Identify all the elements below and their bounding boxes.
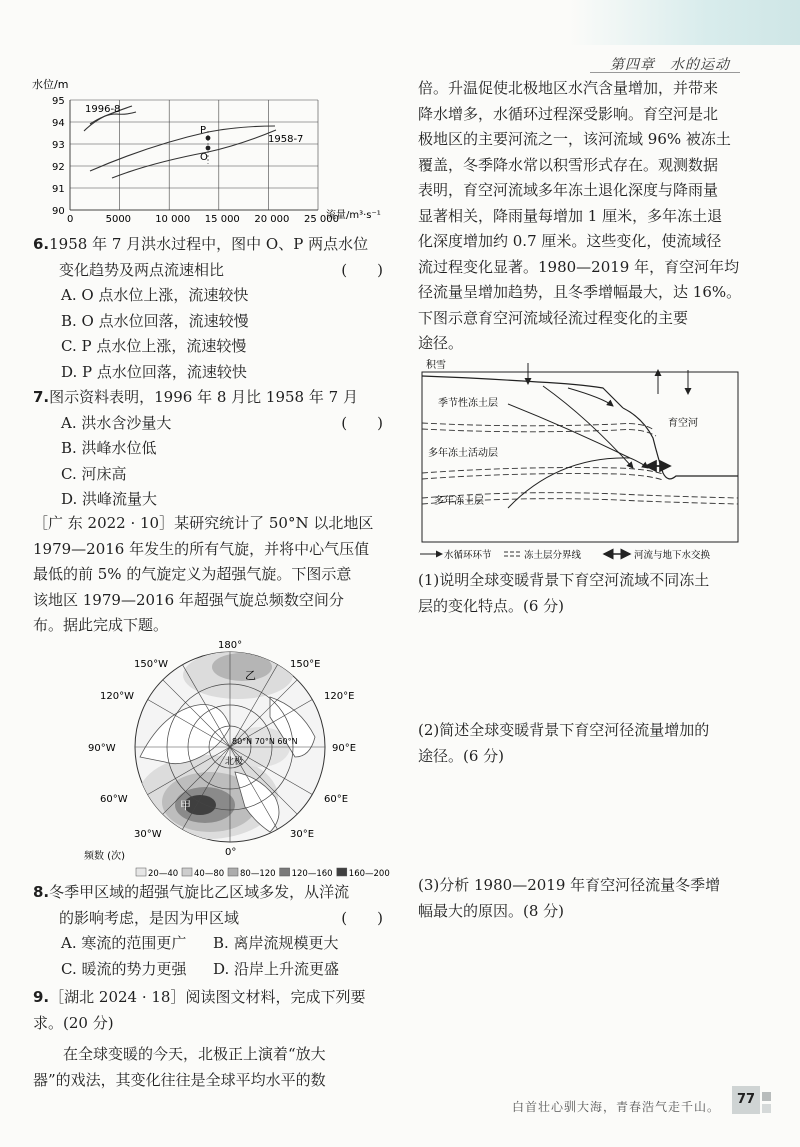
legend-swatch-0 xyxy=(136,868,146,876)
arctic-cyclone-map xyxy=(70,637,390,882)
label-latitude-circles: 80°N 70°N 60°N xyxy=(232,737,298,746)
chapter-title: 第四章 水的运动 xyxy=(610,57,730,73)
question-6 xyxy=(33,232,383,385)
boundary-1 xyxy=(422,423,654,430)
y-tick-label: 95 xyxy=(52,96,65,107)
q8-option-c[interactable]: C. 暖流的势力更强 xyxy=(61,959,187,978)
page-deco-1 xyxy=(762,1092,771,1101)
header-rule xyxy=(590,72,740,73)
stage-discharge-chart xyxy=(30,78,390,233)
series-label-1958-7: 1958-7 xyxy=(268,134,304,145)
q9-number: 9. xyxy=(33,988,50,1006)
material-line-2: 降水增多，水循环过程深受影响。育空河是北 xyxy=(418,104,719,123)
q7-stem: 图示资料表明，1996 年 8 月比 1958 年 7 月 xyxy=(49,388,358,406)
intro-line-4: 该地区 1979—2016 年超强气旋总频数空间分 xyxy=(33,590,344,609)
intro-line-2: 1979—2016 年发生的所有气旋，并将中心气压值 xyxy=(33,539,370,558)
q7-option-a[interactable]: A. 洪水含沙量大 xyxy=(61,413,172,432)
q6-option-d[interactable]: D. P 点水位回落，流速较快 xyxy=(61,362,247,381)
label-yi: 乙 xyxy=(245,669,256,682)
q6-stem-line1: 1958 年 7 月洪水过程中，图中 O、P 两点水位 xyxy=(49,235,369,253)
question-7 xyxy=(33,385,383,513)
material-line-1: 倍。升温促使北极地区水汽含量增加，并带来 xyxy=(418,79,719,97)
label-150e: 150°E xyxy=(290,659,321,670)
y-tick-label: 91 xyxy=(52,184,65,195)
q6-option-b[interactable]: B. O 点水位回落，流速较慢 xyxy=(61,311,249,330)
flow-path-1 xyxy=(543,386,633,468)
material-line-11: 途径。 xyxy=(418,334,464,352)
page-number: 77 xyxy=(732,1086,760,1114)
sub-question-2 xyxy=(418,718,763,769)
q6-option-c[interactable]: C. P 点水位上涨，流速较慢 xyxy=(61,337,247,355)
subq1-line2: 层的变化特点。(6 分) xyxy=(418,596,565,615)
y-tick-label: 90 xyxy=(52,206,65,217)
legend-title: 频数 (次) xyxy=(84,851,125,862)
label-120e: 120°E xyxy=(324,691,355,702)
legend-label-2: 80—120 xyxy=(240,869,276,879)
y-tick-label: 92 xyxy=(52,162,65,173)
page-deco-2 xyxy=(762,1104,771,1113)
legend-label-1: 40—80 xyxy=(194,869,225,879)
q8-stem-line2: 的影响考虑，是因为甲区域 xyxy=(59,908,240,927)
label-90e: 90°E xyxy=(332,743,357,754)
point-p xyxy=(206,136,211,141)
intro-line-3: 最低的前 5% 的气旋定义为超强气旋。下图示意 xyxy=(33,565,352,583)
legend-swatch-4 xyxy=(337,868,347,876)
question-8 xyxy=(33,880,383,982)
q7-option-d[interactable]: D. 洪峰流量大 xyxy=(61,490,158,508)
subq1-line1: (1)说明全球变暖背景下育空河流域不同冻土 xyxy=(418,571,710,589)
label-30e: 30°E xyxy=(290,829,315,840)
legend-label-4: 160—200 xyxy=(348,869,390,879)
intro-line-1: 某研究统计了 50°N 以北地区 xyxy=(174,514,374,532)
sub-question-1 xyxy=(418,568,763,619)
header-decoration xyxy=(570,0,800,45)
legend-label-0: 20—40 xyxy=(148,869,179,879)
material-line-8: 流过程变化显著。1980—2019 年，育空河年均 xyxy=(418,257,740,276)
q6-option-a[interactable]: A. O 点水位上涨，流速较快 xyxy=(61,286,249,304)
subq2-line2: 途径。(6 分) xyxy=(418,746,505,765)
label-120w: 120°W xyxy=(100,691,134,702)
material-line-10: 下图示意育空河流域径流过程变化的主要 xyxy=(418,308,689,327)
q6-number: 6. xyxy=(33,235,50,253)
q6-stem-line2: 变化趋势及两点流速相比 xyxy=(59,260,225,279)
runoff-pathway-diagram xyxy=(418,358,768,568)
q6-answer-blank[interactable]: ( ) xyxy=(341,260,383,279)
meridians xyxy=(135,652,325,842)
label-north-pole: 北极 xyxy=(225,757,244,767)
series-line-1958-7-upper xyxy=(90,126,275,171)
label-180: 180° xyxy=(218,640,243,651)
y-tick-label: 93 xyxy=(52,140,65,151)
q8-option-d[interactable]: D. 沿岸上升流更盛 xyxy=(213,959,340,978)
diagram-legend xyxy=(420,549,711,561)
label-permafrost: 多年冻土层 xyxy=(434,496,484,507)
chart-ylabel: 水位/m xyxy=(32,78,69,91)
legend-swatch-1 xyxy=(182,868,192,876)
q9-para-line1: 在全球变暖的今天，北极正上演着“放大 xyxy=(63,1045,326,1063)
sub-question-3 xyxy=(418,873,763,924)
q8-option-b[interactable]: B. 离岸流规模更大 xyxy=(213,934,339,952)
intro-line-5: 布。据此完成下题。 xyxy=(33,616,169,634)
label-90w: 90°W xyxy=(88,743,116,754)
material-line-3: 极地区的主要河流之一，该河流域 96% 被冻土 xyxy=(418,130,731,148)
point-o-label: O xyxy=(200,152,208,163)
x-tick-label: 5000 xyxy=(105,214,132,225)
boundary-2 xyxy=(422,468,663,474)
label-snow: 积雪 xyxy=(426,360,446,371)
q9-stem-line1: 阅读图文材料，完成下列要 xyxy=(185,988,366,1006)
x-tick-label: 20 000 xyxy=(254,214,290,225)
chart-xlabel: 流量/m³·s⁻¹ xyxy=(326,210,381,221)
label-active-layer: 多年冻土活动层 xyxy=(428,448,498,459)
q8-option-a[interactable]: A. 寒流的范围更广 xyxy=(61,934,187,952)
y-tick-label: 94 xyxy=(52,118,65,129)
q7-option-b[interactable]: B. 洪峰水位低 xyxy=(61,439,157,457)
frequency-legend xyxy=(136,868,390,879)
subq3-line1: (3)分析 1980—2019 年育空河径流量冬季增 xyxy=(418,876,721,894)
intro-source: ［广 东 2022 · 10］ xyxy=(33,514,175,532)
q8-stem-line1: 冬季甲区域的超强气旋比乙区域多发，从洋流 xyxy=(49,883,350,901)
q7-number: 7. xyxy=(33,388,50,406)
x-tick-label: 25 000 xyxy=(304,214,339,225)
material-line-6: 显著相关，降雨量每增加 1 厘米，多年冻土退 xyxy=(418,206,723,225)
flow-path-4 xyxy=(508,458,630,508)
q8-number: 8. xyxy=(33,883,50,901)
x-tick-label: 0 xyxy=(67,214,74,225)
label-seasonal-frozen: 季节性冻土层 xyxy=(438,398,498,409)
footer-slogan: 白首壮心驯大海，青春浩气走千山。 xyxy=(511,1100,720,1114)
q7-option-c[interactable]: C. 河床高 xyxy=(61,464,127,483)
legend-label-3: 120—160 xyxy=(291,869,333,879)
intro-passage xyxy=(33,511,383,639)
material-line-7: 化深度增加约 0.7 厘米。这些变化，使流域径 xyxy=(418,232,722,250)
q7-answer-blank[interactable]: ( ) xyxy=(341,413,383,432)
x-tick-label: 10 000 xyxy=(155,214,191,225)
series-label-1996-8: 1996-8 xyxy=(85,104,121,115)
legend-cycle-label: 水循环环节 xyxy=(444,550,492,561)
x-tick-label: 15 000 xyxy=(204,214,240,225)
subq3-line2: 幅最大的原因。(8 分) xyxy=(418,901,565,920)
series-line-1958-7-lower xyxy=(112,130,276,178)
label-jia: 甲 xyxy=(180,799,191,812)
question-9 xyxy=(33,985,383,1093)
label-0: 0° xyxy=(225,847,237,858)
material-line-4: 覆盖，冬季降水常以积雪形式存在。观测数据 xyxy=(418,155,719,174)
label-150w: 150°W xyxy=(134,659,168,670)
legend-boundary-label: 冻土层分界线 xyxy=(524,550,582,561)
label-60e: 60°E xyxy=(324,794,349,805)
q9-source: ［湖北 2024 · 18］ xyxy=(49,988,186,1006)
point-o xyxy=(206,146,211,151)
label-60w: 60°W xyxy=(100,794,128,805)
legend-exchange-label: 河流与地下水交换 xyxy=(634,550,711,561)
q9-stem-line2: 求。(20 分) xyxy=(33,1013,114,1032)
legend-swatch-3 xyxy=(280,868,290,876)
q9-para-line2: 器”的戏法，其变化往往是全球平均水平的数 xyxy=(33,1070,326,1089)
label-yukon-river: 育空河 xyxy=(668,418,698,429)
legend-swatch-2 xyxy=(228,868,238,876)
subq2-line1: (2)简述全球变暖背景下育空河径流量增加的 xyxy=(418,721,710,739)
material-line-9: 径流量呈增加趋势，且冬季增幅最大，达 16%。 xyxy=(418,283,742,301)
point-p-label: P xyxy=(200,125,207,136)
q8-answer-blank[interactable]: ( ) xyxy=(341,908,383,927)
label-30w: 30°W xyxy=(134,829,162,840)
material-line-5: 表明，育空河流域多年冻土退化深度与降雨量 xyxy=(418,181,719,199)
material-passage xyxy=(418,76,763,357)
